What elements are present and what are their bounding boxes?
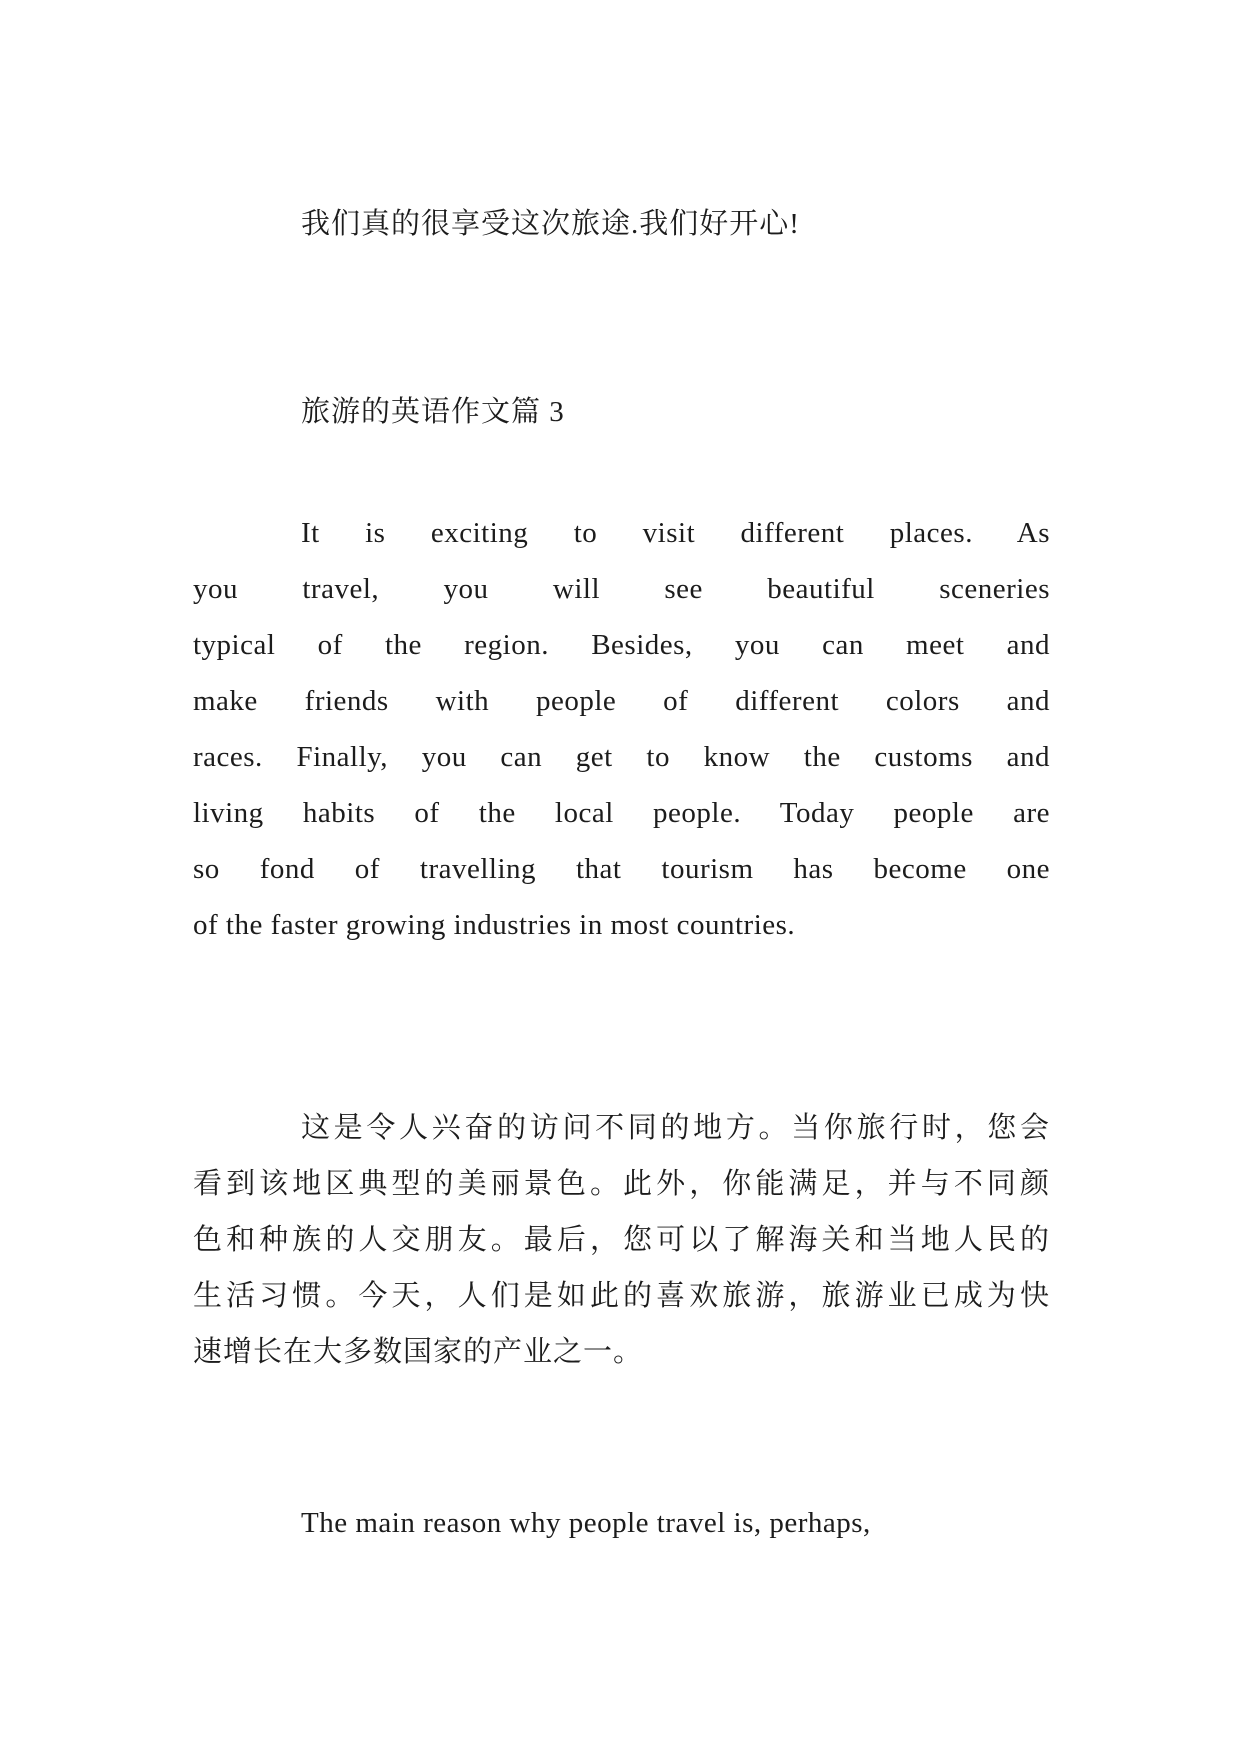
section-heading: 旅游的英语作文篇 3: [301, 396, 565, 428]
intro-sentence: 我们真的很享受这次旅途.我们好开心!: [301, 208, 800, 240]
text-line: 生活习惯。今天，人们是如此的喜欢旅游，旅游业已成为快: [193, 1280, 1050, 1312]
text-line: typical of the region. Besides, you can meet and: [193, 629, 1050, 661]
chinese-paragraph: [193, 1100, 1050, 1380]
text-line: 看到该地区典型的美丽景色。此外，你能满足，并与不同颜: [193, 1168, 1050, 1200]
text-line: so fond of travelling that tourism has become one: [193, 853, 1050, 885]
text-line: races. Finally, you can get to know the customs and: [193, 741, 1050, 773]
text-line: It is exciting to visit different places. As: [301, 517, 1050, 549]
text-line: you travel, you will see beautiful sceneries: [193, 573, 1050, 605]
text-line: make friends with people of different colors and: [193, 685, 1050, 717]
english-paragraph: [193, 505, 1050, 953]
text-line: 色和种族的人交朋友。最后，您可以了解海关和当地人民的: [193, 1224, 1050, 1256]
text-line: of the faster growing industries in most countries.: [193, 909, 796, 941]
next-paragraph-first-line: The main reason why people travel is, perhaps,: [301, 1507, 871, 1539]
text-line: living habits of the local people. Today people are: [193, 797, 1050, 829]
text-line: 这是令人兴奋的访问不同的地方。当你旅行时，您会: [301, 1112, 1050, 1144]
text-line: 速增长在大多数国家的产业之一。: [193, 1336, 644, 1368]
